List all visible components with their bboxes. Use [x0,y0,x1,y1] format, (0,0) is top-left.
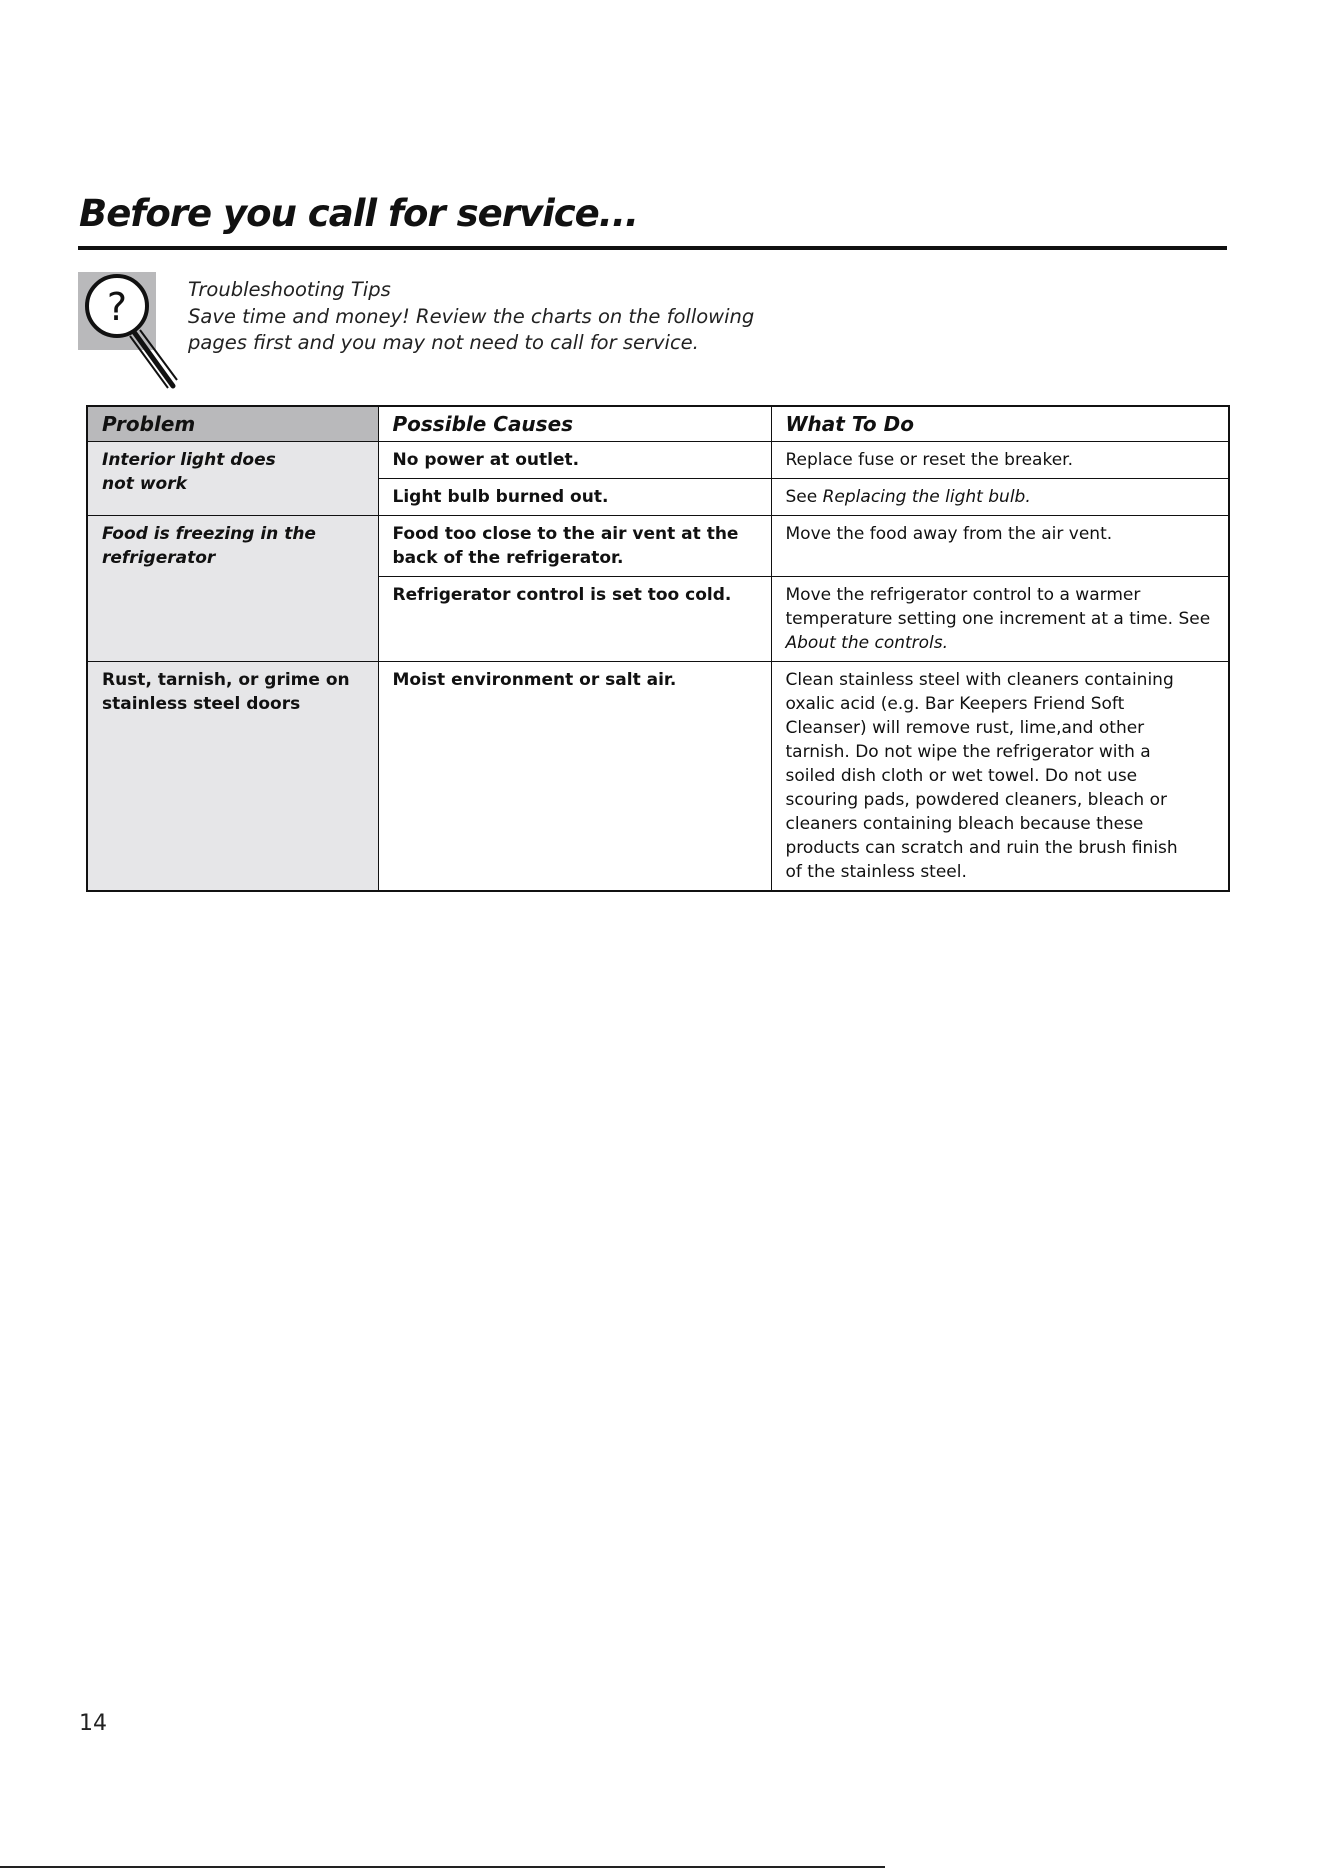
todo-cell: Move the refrigerator control to a warmer temperature setting one increment at a time. See About the controls. [771,577,1229,662]
table-row [87,662,1229,892]
troubleshooting-tips [188,277,754,357]
cross-reference: About the controls. [785,633,949,653]
cause-cell: Light bulb burned out. [378,479,771,516]
todo-cell: Replace fuse or reset the breaker. [771,442,1229,479]
problem-cell: Food is freezing in the refrigerator [87,516,378,662]
table-row [87,516,1229,577]
cause-cell: No power at outlet. [378,442,771,479]
problem-cell: Interior light does not work [87,442,378,516]
tips-heading: Troubleshooting Tips [188,278,391,301]
cause-cell: Food too close to the air vent at the back of the refrigerator. [378,516,771,577]
todo-cell: See Replacing the light bulb. [771,479,1229,516]
todo-cell: Move the food away from the air vent. [771,516,1229,577]
question-magnifier-icon [78,270,188,390]
tips-line: Save time and money! Review the charts on the following [188,304,755,328]
table-row [87,442,1229,479]
cause-cell: Refrigerator control is set too cold. [378,577,771,662]
table-header-row [87,406,1229,442]
column-header-causes: Possible Causes [378,406,771,442]
troubleshooting-table [86,405,1230,892]
problem-cell: Rust, tarnish, or grime on stainless steel doors [87,662,378,892]
page-title: Before you call for service... [79,192,638,235]
title-divider [78,246,1227,250]
svg-text:?: ? [106,285,128,329]
cause-cell: Moist environment or salt air. [378,662,771,892]
column-header-todo: What To Do [771,406,1229,442]
cross-reference: Replacing the light bulb. [822,487,1031,507]
tips-line: pages first and you may not need to call for service. [188,331,699,354]
column-header-problem: Problem [87,406,378,442]
page-number: 14 [79,1711,107,1736]
footer-divider [0,1866,885,1868]
todo-cell: Clean stainless steel with cleaners containing oxalic acid (e.g. Bar Keepers Friend Soft Cleanser) will remove rust, lime,and other tarnish. Do not wipe the refrigerator with a soiled dish cloth or wet towel. Do not use scouring pads, powdered cleaners, bleach or cleaners containing bleach because these products can scratch and ruin the brush finish of the stainless steel. [771,662,1229,892]
